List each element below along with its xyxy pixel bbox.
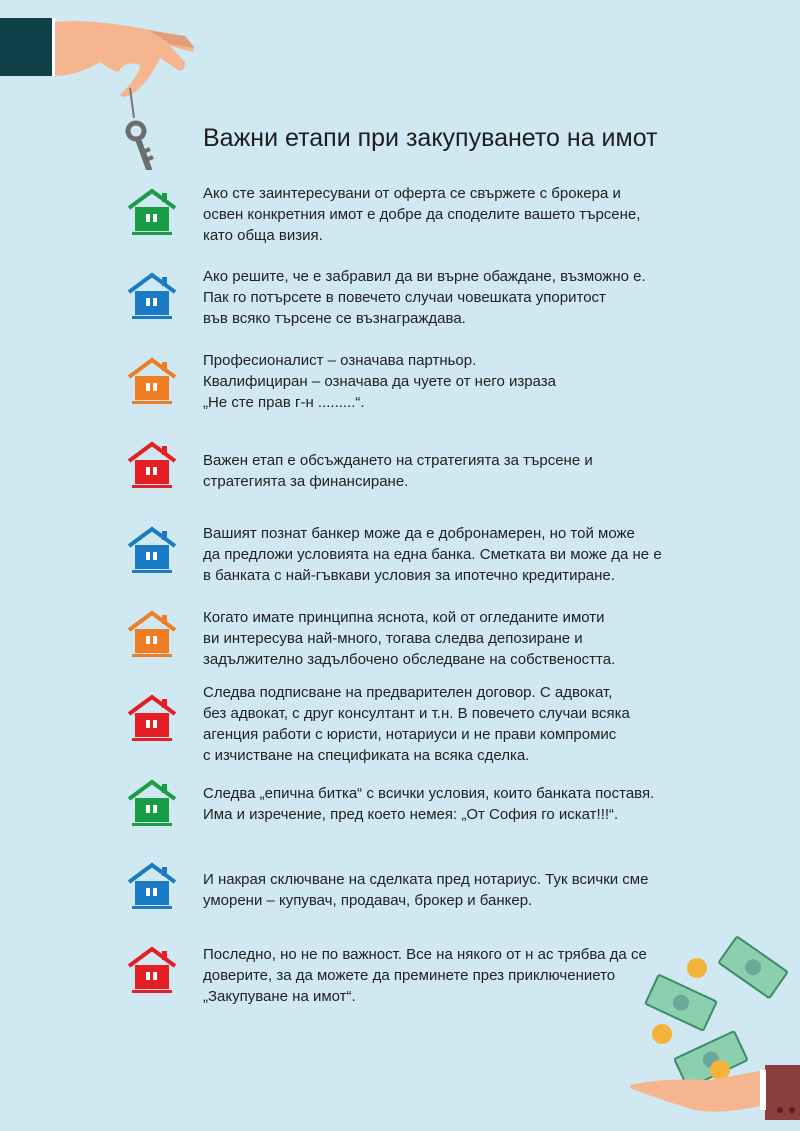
page-title: Важни етапи при закупуването на имот <box>203 124 658 152</box>
step-text: Важен етап е обсъждането на стратегията за търсене и стратегията за финансиране. <box>203 452 593 490</box>
step-text: Вашият познат банкер може да е добронамерен, но той може да предложи условията на една банка. Сметката ви може да не е в банката с най-гъвкави условия за ипотечно кредитиране. <box>203 525 662 584</box>
house-icon <box>126 694 178 742</box>
house-icon <box>126 272 178 320</box>
hand-with-key-illustration <box>0 0 220 170</box>
money-hand-illustration <box>600 920 800 1131</box>
money-icon <box>600 920 800 1131</box>
house-icon <box>126 862 178 910</box>
step-text: Професионалист – означава партньор. Квалифициран – означава да чуете от него израза „Не сте прав г-н .........“. <box>203 352 556 411</box>
step-text: Следва „епична битка“ с всички условия, които банката поставя. Има и изречение, пред което немея: „От София го искат!!!“. <box>203 785 655 823</box>
step-text: Следва подписване на предварителен договор. С адвокат, без адвокат, с друг консултант и т.н. В повечето случаи всяка агенция работи с юристи, нотариуси и не прави компромис с изчистване на спецификата на всяка сделка. <box>203 684 630 764</box>
house-icon <box>126 357 178 405</box>
step-text: Когато имате принципна яснота, кой от огледаните имоти ви интересува най-много, тогава следва депозиране и задължително задълбочено обследване на собствеността. <box>203 609 616 668</box>
step-text: Ако решите, че е забравил да ви върне обаждане, възможно е. Пак го потърсете в повечето случаи човешката упоритост във всяко търсене се възнаграждава. <box>203 268 646 327</box>
step-text: Ако сте заинтересувани от оферта се свържете с брокера и освен конкретния имот е добре да споделите вашето търсене, като обща визия. <box>203 185 641 244</box>
step-text: И накрая сключване на сделката пред нотариус. Тук всички сме уморени – купувач, продавач, брокер и банкер. <box>203 871 649 909</box>
house-icon <box>126 188 178 236</box>
step-text: Последно, но не по важност. Все на някого от н ас трябва да се доверите, за да можете да преминете през приключението „Закупуване на имот“. <box>203 946 647 1005</box>
house-icon <box>126 610 178 658</box>
hand-key-icon <box>0 0 220 170</box>
house-icon <box>126 441 178 489</box>
house-icon <box>126 779 178 827</box>
house-icon <box>126 946 178 994</box>
house-icon <box>126 526 178 574</box>
